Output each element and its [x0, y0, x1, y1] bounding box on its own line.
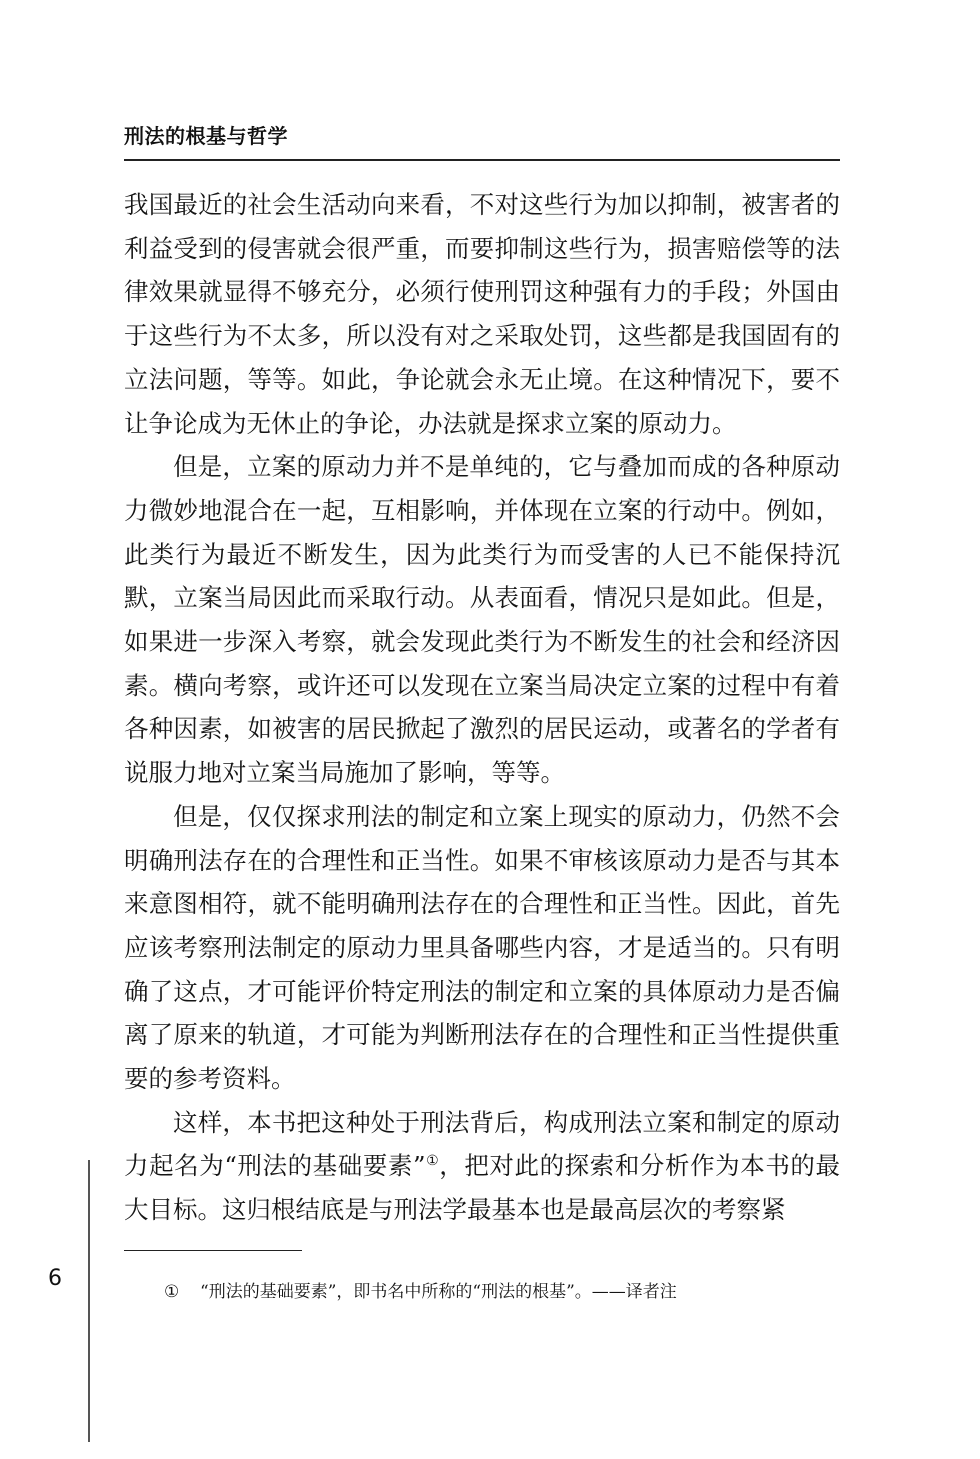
- paragraph-2: 但是，立案的原动力并不是单纯的，它与叠加而成的各种原动力微妙地混合在一起，互相影响，并体现在立案的行动中。例如，此类行为最近不断发生，因为此类行为而受害的人已不能保持沉默，立案当局因此而采取行动。从表面看，情况只是如此。但是，如果进一步深入考察，就会发现此类行为不断发生的社会和经济因素。横向考察，或许还可以发现在立案当局决定立案的过程中有着各种因素，如被害的居民掀起了激烈的居民运动，或著名的学者有说服力地对立案当局施加了影响，等等。: [124, 452, 840, 788]
- footnote-rule: [124, 1250, 302, 1251]
- body-text: [124, 183, 840, 1232]
- footnote-reference-mark[interactable]: ①: [425, 1153, 440, 1170]
- running-head: 刑法的根基与哲学: [124, 124, 288, 148]
- paragraph-4-part-1: 这样，本书把这种处于刑法背后，构成刑法立案和制定的原动力起名为“刑法的基础要素”: [124, 1107, 840, 1181]
- header-rule: [124, 159, 840, 161]
- paragraph-4: [124, 1101, 840, 1232]
- paragraph-4-part-2: ，把对此的探索和分析作为本书的最大目标。这归根结底是与刑法学最基本也是最高层次的考察紧: [124, 1151, 840, 1225]
- margin-line: [88, 1160, 90, 1442]
- paragraph-3: 但是，仅仅探求刑法的制定和立案上现实的原动力，仍然不会明确刑法存在的合理性和正当性。如果不审核该原动力是否与其本来意图相符，就不能明确刑法存在的合理性和正当性。因此，首先应该考察刑法制定的原动力里具备哪些内容，才是适当的。只有明确了这点，才可能评价特定刑法的制定和立案的具体原动力是否偏离了原来的轨道，才可能为判断刑法存在的合理性和正当性提供重要的参考资料。: [124, 801, 840, 1094]
- footnote: [164, 1280, 677, 1304]
- footnote-number: ①: [164, 1282, 180, 1302]
- footnote-text: “刑法的基础要素”，即书名中所称的“刑法的根基”。——译者注: [200, 1282, 677, 1302]
- paragraph-1: 我国最近的社会生活动向来看，不对这些行为加以抑制，被害者的利益受到的侵害就会很严重，而要抑制这些行为，损害赔偿等的法律效果就显得不够充分，必须行使刑罚这种强有力的手段；外国由于这些行为不太多，所以没有对之采取处罚，这些都是我国固有的立法问题，等等。如此，争论就会永无止境。在这种情况下，要不让争论成为无休止的争论，办法就是探求立案的原动力。: [124, 190, 840, 438]
- page-number: 6: [48, 1266, 62, 1291]
